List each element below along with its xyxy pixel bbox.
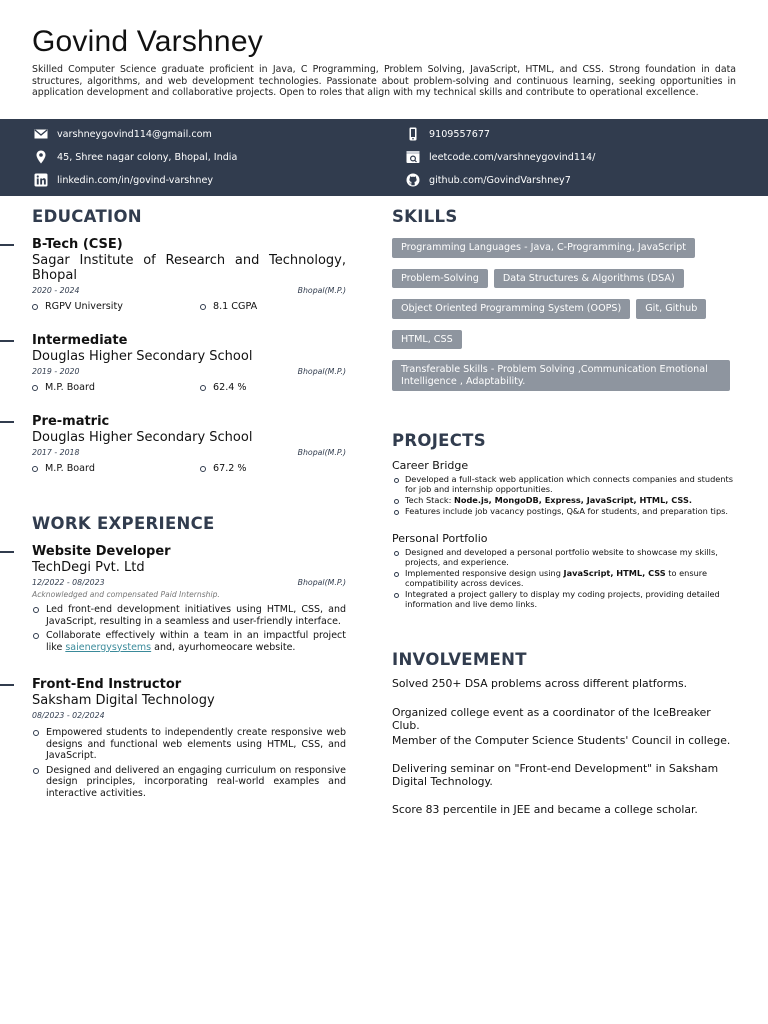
list-item xyxy=(32,727,346,762)
entry-details xyxy=(32,382,346,396)
resume-header xyxy=(32,24,736,99)
bullet-icon xyxy=(200,466,206,472)
skill-tag: Problem-Solving xyxy=(392,269,488,289)
entry-marker xyxy=(0,421,14,423)
entry-title: Intermediate xyxy=(32,333,128,348)
bullet-icon xyxy=(33,633,39,639)
bullet-text-bold: JavaScript, HTML, CSS xyxy=(563,568,666,579)
skill-tag: Programming Languages - Java, C-Programming, JavaScript xyxy=(392,238,695,258)
detail-text: M.P. Board xyxy=(45,463,95,474)
entry-organization: Sagar Institute of Research and Technology, Bhopal xyxy=(32,253,346,283)
involvement-item: Score 83 percentile in JEE and became a college scholar. xyxy=(392,803,698,816)
education-entry xyxy=(32,237,346,315)
phone-text: 9109557677 xyxy=(429,128,491,140)
entry-marker xyxy=(0,340,14,342)
bullet-icon xyxy=(394,572,399,577)
entry-location: Bhopal(M.P.) xyxy=(297,448,346,457)
entry-title: Front-End Instructor xyxy=(32,677,182,692)
skills-list xyxy=(392,238,736,402)
projects-heading: PROJECTS xyxy=(392,431,486,450)
bullet-text: Integrated a project gallery to display my coding projects, providing detailed information and live demo links. xyxy=(405,589,720,609)
entry-details xyxy=(32,301,346,315)
project-bullets xyxy=(392,475,736,517)
entry-dates: 2019 - 2020 xyxy=(32,367,80,376)
entry-location: Bhopal(M.P.) xyxy=(297,286,346,295)
entry-meta xyxy=(32,448,346,460)
involvement-item: Organized college event as a coordinator of the IceBreaker Club. xyxy=(392,706,711,732)
entry-organization: Douglas Higher Secondary School xyxy=(32,430,253,445)
linkedin-icon xyxy=(34,173,48,187)
list-item xyxy=(32,765,346,800)
profile-summary: Skilled Computer Science graduate proficient in Java, C Programming, Problem Solving, JavaScript, HTML, and CSS. Strong foundation in data structures, algorithms, and web development technologies. Passionate about problem-solving and continuous learning, seeking opportunities in application development and collaborative projects. Open to roles that align with my technical skills and contribute to operational excellence. xyxy=(32,64,736,99)
project-entry xyxy=(392,532,736,611)
bullet-text xyxy=(405,569,736,589)
bullet-icon xyxy=(200,385,206,391)
email-text: varshneygovind114@gmail.com xyxy=(57,128,212,140)
bullet-text: Designed and developed a personal portfolio website to showcase my skills, projects, and experience. xyxy=(405,547,718,567)
involvement-item: Delivering seminar on "Front-end Development" in Saksham Digital Technology. xyxy=(392,762,719,788)
list-item xyxy=(392,475,736,495)
address-text: 45, Shree nagar colony, Bhopal, India xyxy=(57,151,238,163)
list-item xyxy=(392,590,736,610)
entry-detail-right xyxy=(200,382,247,393)
project-entry xyxy=(392,459,736,519)
entry-organization: TechDegi Pvt. Ltd xyxy=(32,560,145,575)
list-item xyxy=(392,496,736,506)
contact-bar xyxy=(0,119,768,196)
entry-dates: 2017 - 2018 xyxy=(32,448,80,457)
contact-linkedin[interactable] xyxy=(34,172,213,188)
bullet-icon xyxy=(200,304,206,310)
entry-details xyxy=(32,463,346,477)
entry-title: Website Developer xyxy=(32,544,171,559)
github-text: github.com/GovindVarshney7 xyxy=(429,174,571,186)
bullet-icon xyxy=(33,607,39,613)
skill-row xyxy=(392,238,736,258)
entry-title: B-Tech (CSE) xyxy=(32,237,123,252)
list-item xyxy=(32,630,346,653)
location-pin-icon xyxy=(34,150,48,164)
entry-meta xyxy=(32,367,346,379)
skill-row xyxy=(392,299,736,319)
bullet-text xyxy=(405,496,692,506)
bullet-text: Developed a full-stack web application which connects companies and students for job and internship opportunities. xyxy=(405,474,733,494)
contact-phone[interactable] xyxy=(406,126,490,142)
entry-detail-right xyxy=(200,301,257,312)
entry-meta xyxy=(32,286,346,298)
github-icon xyxy=(406,173,420,187)
work-experience-heading: WORK EXPERIENCE xyxy=(32,514,215,533)
bullet-text: Led front-end development initiatives using HTML, CSS, and JavaScript, resulting in a seamless and user-friendly interface. xyxy=(46,604,346,627)
list-item xyxy=(392,569,736,589)
entry-meta xyxy=(32,711,346,723)
detail-text: 67.2 % xyxy=(213,463,247,474)
entry-dates: 2020 - 2024 xyxy=(32,286,80,295)
bullet-icon xyxy=(394,478,399,483)
skill-row xyxy=(392,330,736,350)
entry-detail-left xyxy=(32,382,95,393)
work-entry xyxy=(32,544,346,656)
bullet-icon xyxy=(32,385,38,391)
bullet-text: Features include job vacancy postings, Q&A for students, and preparation tips. xyxy=(405,506,729,517)
phone-icon xyxy=(406,127,420,141)
education-heading: EDUCATION xyxy=(32,207,142,226)
entry-dates: 08/2023 - 02/2024 xyxy=(32,711,105,720)
entry-location: Bhopal(M.P.) xyxy=(297,367,346,376)
bullet-icon xyxy=(394,499,399,504)
linkedin-text: linkedin.com/in/govind-varshney xyxy=(57,174,214,186)
detail-text: 62.4 % xyxy=(213,382,247,393)
skill-row xyxy=(392,360,736,391)
entry-note: Acknowledged and compensated Paid Internship. xyxy=(32,590,220,599)
contact-leetcode[interactable] xyxy=(406,149,595,165)
bullet-icon xyxy=(33,768,39,774)
bullet-icon xyxy=(33,730,39,736)
education-entry xyxy=(32,333,346,396)
education-entry xyxy=(32,414,346,477)
project-title: Career Bridge xyxy=(392,459,469,472)
candidate-name: Govind Varshney xyxy=(32,25,263,58)
list-item xyxy=(392,548,736,568)
list-item xyxy=(32,604,346,627)
project-bullets xyxy=(392,548,736,610)
entry-detail-right xyxy=(200,463,247,474)
bullet-text-start: Tech Stack: xyxy=(405,495,454,506)
contact-github[interactable] xyxy=(406,172,571,188)
skill-row xyxy=(392,269,736,289)
saienergysystems-link[interactable]: saienergysystems xyxy=(65,641,152,653)
entry-detail-left xyxy=(32,301,123,312)
bullet-text: Empowered students to independently create responsive web designs and functional web elements using HTML, CSS, and JavaScript. xyxy=(46,727,346,761)
bullet-text-end: and, ayurhomeocare website. xyxy=(151,641,296,653)
email-icon xyxy=(34,127,48,141)
bullet-text-start: Implemented responsive design using xyxy=(405,568,564,579)
list-item xyxy=(392,507,736,517)
bullet-icon xyxy=(394,510,399,515)
bullet-icon xyxy=(32,466,38,472)
entry-location: Bhopal(M.P.) xyxy=(297,578,346,587)
detail-text: M.P. Board xyxy=(45,382,95,393)
entry-title: Pre-matric xyxy=(32,414,110,429)
detail-text: 8.1 CGPA xyxy=(213,301,258,312)
entry-marker xyxy=(0,551,14,553)
entry-detail-left xyxy=(32,463,95,474)
bullet-text-start: Collaborate effectively within a team in an impactful project like xyxy=(46,630,346,653)
entry-meta xyxy=(32,578,346,590)
contact-address xyxy=(34,149,237,165)
skill-tag: Object Oriented Programming System (OOPS) xyxy=(392,299,630,319)
skill-tag: Transferable Skills - Problem Solving ,Communication Emotional Intelligence , Adaptability. xyxy=(392,360,730,391)
entry-organization: Douglas Higher Secondary School xyxy=(32,349,253,364)
involvement-heading: INVOLVEMENT xyxy=(392,650,527,669)
entry-marker xyxy=(0,244,14,246)
leetcode-icon xyxy=(406,150,420,164)
bullet-icon xyxy=(32,304,38,310)
leetcode-text: leetcode.com/varshneygovind114/ xyxy=(429,151,596,163)
involvement-item: Solved 250+ DSA problems across different platforms. xyxy=(392,677,688,690)
bullet-text: Designed and delivered an engaging curriculum on responsive design principles, incorporating real-world examples and interactive activities. xyxy=(46,764,346,799)
bullet-text-end: to ensure compatibility across devices. xyxy=(405,568,708,588)
detail-text: RGPV University xyxy=(45,301,123,312)
work-entry xyxy=(32,677,346,802)
skills-heading: SKILLS xyxy=(392,207,458,226)
skill-tag: Git, Github xyxy=(636,299,706,319)
involvement-item: Member of the Computer Science Students' Council in college. xyxy=(392,734,731,747)
entry-bullets xyxy=(32,604,346,653)
project-title: Personal Portfolio xyxy=(392,532,488,545)
contact-email[interactable] xyxy=(34,126,212,142)
entry-bullets xyxy=(32,727,346,799)
skill-tag: HTML, CSS xyxy=(392,330,462,350)
bullet-text-bold: Node.js, MongoDB, Express, JavaScript, HTML, CSS. xyxy=(453,495,692,506)
bullet-icon xyxy=(394,551,399,556)
entry-organization: Saksham Digital Technology xyxy=(32,693,215,708)
bullet-icon xyxy=(394,593,399,598)
entry-dates: 12/2022 - 08/2023 xyxy=(32,578,105,587)
entry-marker xyxy=(0,684,14,686)
skill-tag: Data Structures & Algorithms (DSA) xyxy=(494,269,684,289)
bullet-text xyxy=(46,630,346,653)
